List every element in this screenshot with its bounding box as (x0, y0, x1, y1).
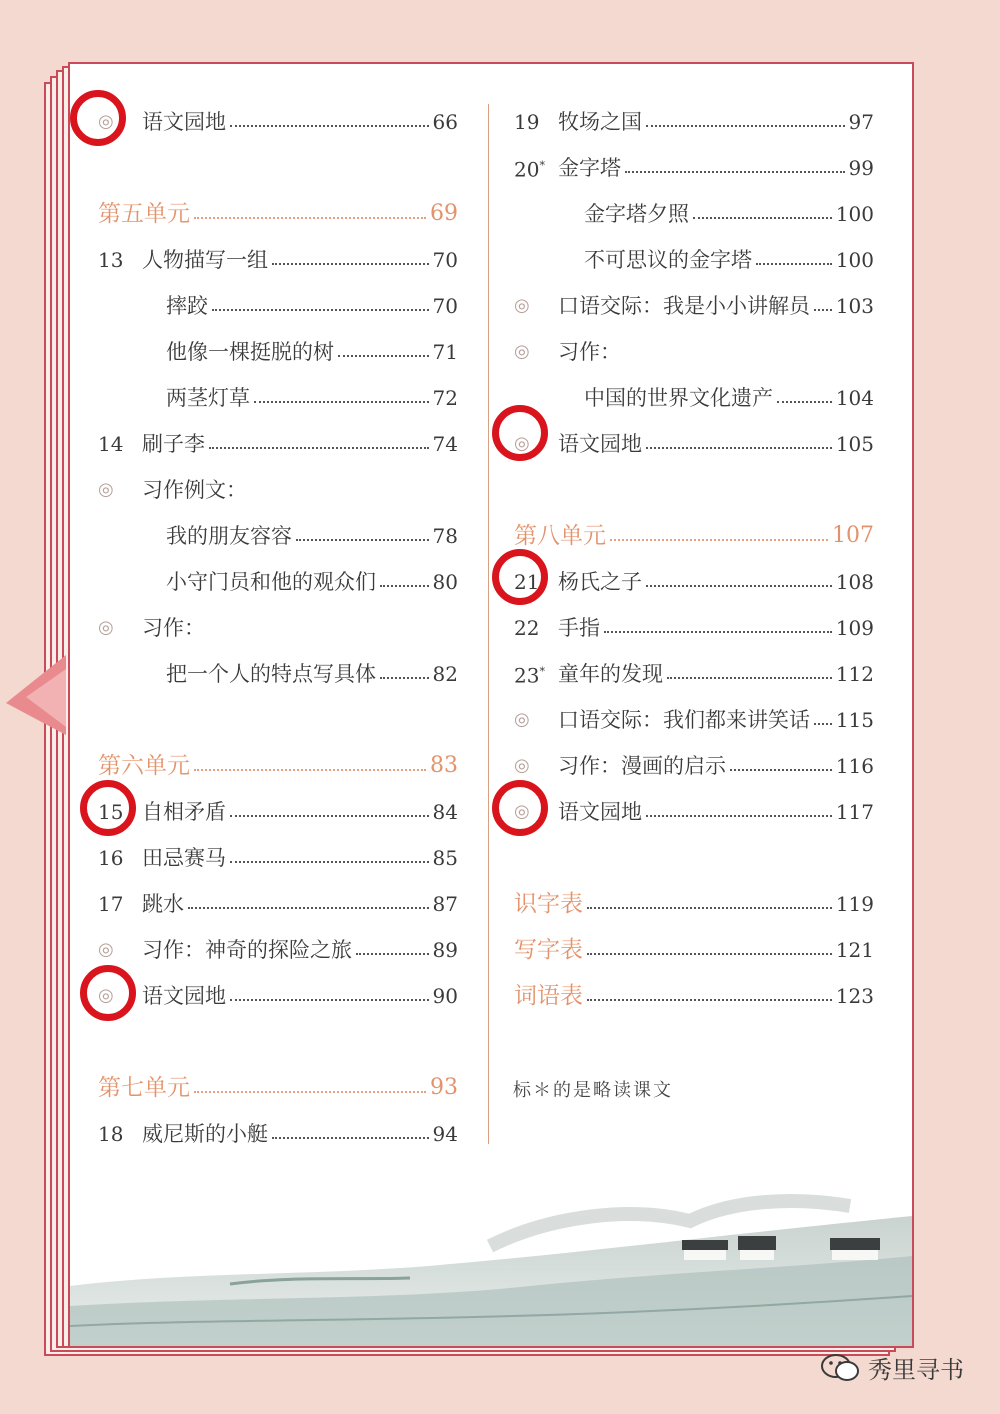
unit-heading[interactable] (98, 748, 458, 784)
entry-title: 刷子李 (142, 432, 205, 456)
lesson-number: 19 (514, 110, 540, 134)
dot-leader (646, 815, 832, 817)
page-number: 103 (835, 294, 874, 318)
toc-entry[interactable] (514, 610, 874, 646)
lesson-number: 15 (98, 800, 124, 824)
page-number: 123 (835, 984, 874, 1008)
toc-entry[interactable] (584, 242, 874, 278)
page-number: 74 (432, 432, 458, 456)
lesson-number: 13 (98, 248, 124, 272)
page-number: 71 (432, 340, 458, 364)
bullet-icon: ◎ (514, 709, 530, 730)
entry-title: 手指 (558, 616, 600, 640)
entry-title: 金字塔夕照 (584, 202, 689, 226)
page-number: 100 (835, 248, 874, 272)
unit-heading[interactable] (98, 196, 458, 232)
entry-title: 田忌赛马 (142, 846, 226, 870)
page-number: 99 (848, 156, 874, 180)
toc-entry[interactable] (514, 794, 874, 830)
page-number: 82 (432, 662, 458, 686)
entry-title: 第六单元 (98, 753, 190, 779)
toc-entry[interactable] (514, 748, 874, 784)
dot-leader (667, 677, 832, 679)
page-number: 72 (432, 386, 458, 410)
page-number: 83 (430, 753, 458, 778)
lesson-number: 18 (98, 1122, 124, 1146)
unit-heading[interactable] (98, 1070, 458, 1106)
dot-leader (194, 769, 426, 771)
bullet-icon: ◎ (98, 479, 114, 500)
entry-title: 杨氏之子 (558, 570, 642, 594)
toc-entry[interactable] (514, 288, 874, 324)
dot-leader (380, 585, 429, 587)
toc-entry[interactable] (514, 426, 874, 462)
lesson-number: 16 (98, 846, 124, 870)
bullet-icon: ◎ (514, 433, 530, 454)
toc-entry[interactable] (98, 610, 458, 646)
entry-title: 习作：神奇的探险之旅 (142, 938, 352, 962)
dot-leader (230, 999, 429, 1001)
page-number: 109 (835, 616, 874, 640)
entry-title: 第八单元 (514, 523, 606, 549)
entry-title: 语文园地 (558, 800, 642, 824)
toc-entry[interactable] (98, 840, 458, 876)
dot-leader (356, 953, 429, 955)
page-number: 85 (432, 846, 458, 870)
page-number: 80 (432, 570, 458, 594)
dot-leader (604, 631, 832, 633)
lesson-number: 17 (98, 892, 124, 916)
entry-title: 把一个人的特点写具体 (166, 662, 376, 686)
dot-leader (194, 217, 426, 219)
page-number: 87 (432, 892, 458, 916)
bullet-icon: ◎ (514, 341, 530, 362)
watermark-text: 秀里寻书 (868, 1356, 964, 1384)
page-number: 117 (835, 800, 874, 824)
entry-title: 语文园地 (142, 984, 226, 1008)
dot-leader (693, 217, 832, 219)
entry-title: 金字塔 (558, 156, 621, 180)
entry-title: 识字表 (514, 891, 583, 917)
bullet-icon: ◎ (98, 939, 114, 960)
dot-leader (646, 585, 832, 587)
toc-entry[interactable] (166, 334, 458, 370)
dot-leader (610, 539, 828, 541)
toc-entry[interactable] (98, 886, 458, 922)
appendix-entry[interactable] (514, 886, 874, 922)
dot-leader (730, 769, 832, 771)
dot-leader (230, 125, 429, 127)
entry-title: 中国的世界文化遗产 (584, 386, 773, 410)
bullet-icon: ◎ (514, 295, 530, 316)
toc-entry[interactable] (514, 334, 874, 370)
entry-title: 习作： (142, 616, 205, 640)
toc-page (68, 62, 914, 1348)
dot-leader (756, 263, 832, 265)
page-number: 107 (832, 523, 874, 548)
entry-title: 习作例文： (142, 478, 247, 502)
page-number: 97 (848, 110, 874, 134)
toc-entry[interactable] (98, 104, 458, 140)
entry-title: 两茎灯草 (166, 386, 250, 410)
dot-leader (272, 263, 429, 265)
unit-heading[interactable] (514, 518, 874, 554)
entry-title: 口语交际：我们都来讲笑话 (558, 708, 810, 732)
entry-title: 跳水 (142, 892, 184, 916)
toc-entry[interactable] (514, 656, 874, 692)
page-number: 119 (835, 892, 874, 916)
page-number: 93 (430, 1075, 458, 1100)
entry-title: 不可思议的金字塔 (584, 248, 752, 272)
appendix-entry[interactable] (514, 932, 874, 968)
wechat-icon (820, 1353, 860, 1383)
page-number: 100 (835, 202, 874, 226)
bookmark-ribbon-icon (6, 655, 66, 735)
dot-leader (338, 355, 429, 357)
bullet-icon: ◎ (514, 801, 530, 822)
toc-entry[interactable] (166, 564, 458, 600)
dot-leader (625, 171, 845, 173)
bullet-icon: ◎ (98, 111, 114, 132)
dot-leader (587, 999, 832, 1001)
dot-leader (296, 539, 429, 541)
dot-leader (380, 677, 429, 679)
dot-leader (254, 401, 429, 403)
toc-entry[interactable] (166, 380, 458, 416)
toc-entry[interactable] (584, 196, 874, 232)
page-number: 70 (432, 248, 458, 272)
landscape-illustration (70, 1176, 912, 1346)
page-number: 115 (835, 708, 874, 732)
page-number: 104 (835, 386, 874, 410)
skim-reading-star: * (539, 665, 545, 679)
toc-entry[interactable] (98, 426, 458, 462)
toc-entry[interactable] (98, 242, 458, 278)
page-number: 66 (432, 110, 458, 134)
entry-title: 语文园地 (142, 110, 226, 134)
dot-leader (587, 953, 832, 955)
dot-leader (646, 447, 832, 449)
entry-title: 口语交际：我是小小讲解员 (558, 294, 810, 318)
entry-title: 写字表 (514, 937, 583, 963)
entry-title: 第七单元 (98, 1075, 190, 1101)
entry-title: 习作： (558, 340, 621, 364)
page-number: 70 (432, 294, 458, 318)
page-number: 105 (835, 432, 874, 456)
entry-title: 摔跤 (166, 294, 208, 318)
entry-title: 语文园地 (558, 432, 642, 456)
bullet-icon: ◎ (98, 617, 114, 638)
toc-entry[interactable] (98, 932, 458, 968)
lesson-number: 21 (514, 570, 540, 594)
entry-title: 小守门员和他的观众们 (166, 570, 376, 594)
dot-leader (646, 125, 845, 127)
page-number: 90 (432, 984, 458, 1008)
dot-leader (209, 447, 429, 449)
toc-entry[interactable] (514, 702, 874, 738)
page-number: 121 (835, 938, 874, 962)
watermark (820, 1350, 964, 1385)
dot-leader (212, 309, 429, 311)
lesson-number: 14 (98, 432, 124, 456)
entry-title: 习作：漫画的启示 (558, 754, 726, 778)
page-number: 84 (432, 800, 458, 824)
toc-entry[interactable] (98, 794, 458, 830)
toc-entry[interactable] (584, 380, 874, 416)
lesson-number: 22 (514, 616, 540, 640)
dot-leader (188, 907, 429, 909)
lesson-number: 23* (514, 663, 545, 688)
entry-title: 他像一棵挺脱的树 (166, 340, 334, 364)
page-number: 78 (432, 524, 458, 548)
dot-leader (814, 309, 832, 311)
toc-entry[interactable] (166, 518, 458, 554)
page-number: 69 (430, 201, 458, 226)
entry-title: 自相矛盾 (142, 800, 226, 824)
bullet-icon: ◎ (514, 755, 530, 776)
page-number: 94 (432, 1122, 458, 1146)
toc-entry[interactable] (98, 978, 458, 1014)
entry-title: 我的朋友容容 (166, 524, 292, 548)
page-number: 112 (835, 662, 874, 686)
entry-title: 人物描写一组 (142, 248, 268, 272)
entry-title: 词语表 (514, 983, 583, 1009)
entry-title: 威尼斯的小艇 (142, 1122, 268, 1146)
toc-entry[interactable] (98, 1116, 458, 1152)
lesson-number: 20* (514, 157, 545, 182)
skim-reading-star: * (539, 159, 545, 173)
appendix-entry[interactable] (514, 978, 874, 1014)
page-number: 89 (432, 938, 458, 962)
toc-entry[interactable] (166, 288, 458, 324)
page-number: 108 (835, 570, 874, 594)
toc-entry[interactable] (514, 564, 874, 600)
toc-entry[interactable] (514, 104, 874, 140)
entry-title: 第五单元 (98, 201, 190, 227)
dot-leader (230, 861, 429, 863)
dot-leader (587, 907, 832, 909)
dot-leader (272, 1137, 429, 1139)
reading-note: 标＊的是略读课文 (513, 1080, 673, 1101)
entry-title: 牧场之国 (558, 110, 642, 134)
dot-leader (230, 815, 429, 817)
dot-leader (777, 401, 832, 403)
page-number: 116 (835, 754, 874, 778)
toc-entry[interactable] (514, 150, 874, 186)
entry-title: 童年的发现 (558, 662, 663, 686)
toc-entry[interactable] (98, 472, 458, 508)
dot-leader (814, 723, 832, 725)
bullet-icon: ◎ (98, 985, 114, 1006)
toc-entry[interactable] (166, 656, 458, 692)
dot-leader (194, 1091, 426, 1093)
column-divider (488, 104, 489, 1144)
